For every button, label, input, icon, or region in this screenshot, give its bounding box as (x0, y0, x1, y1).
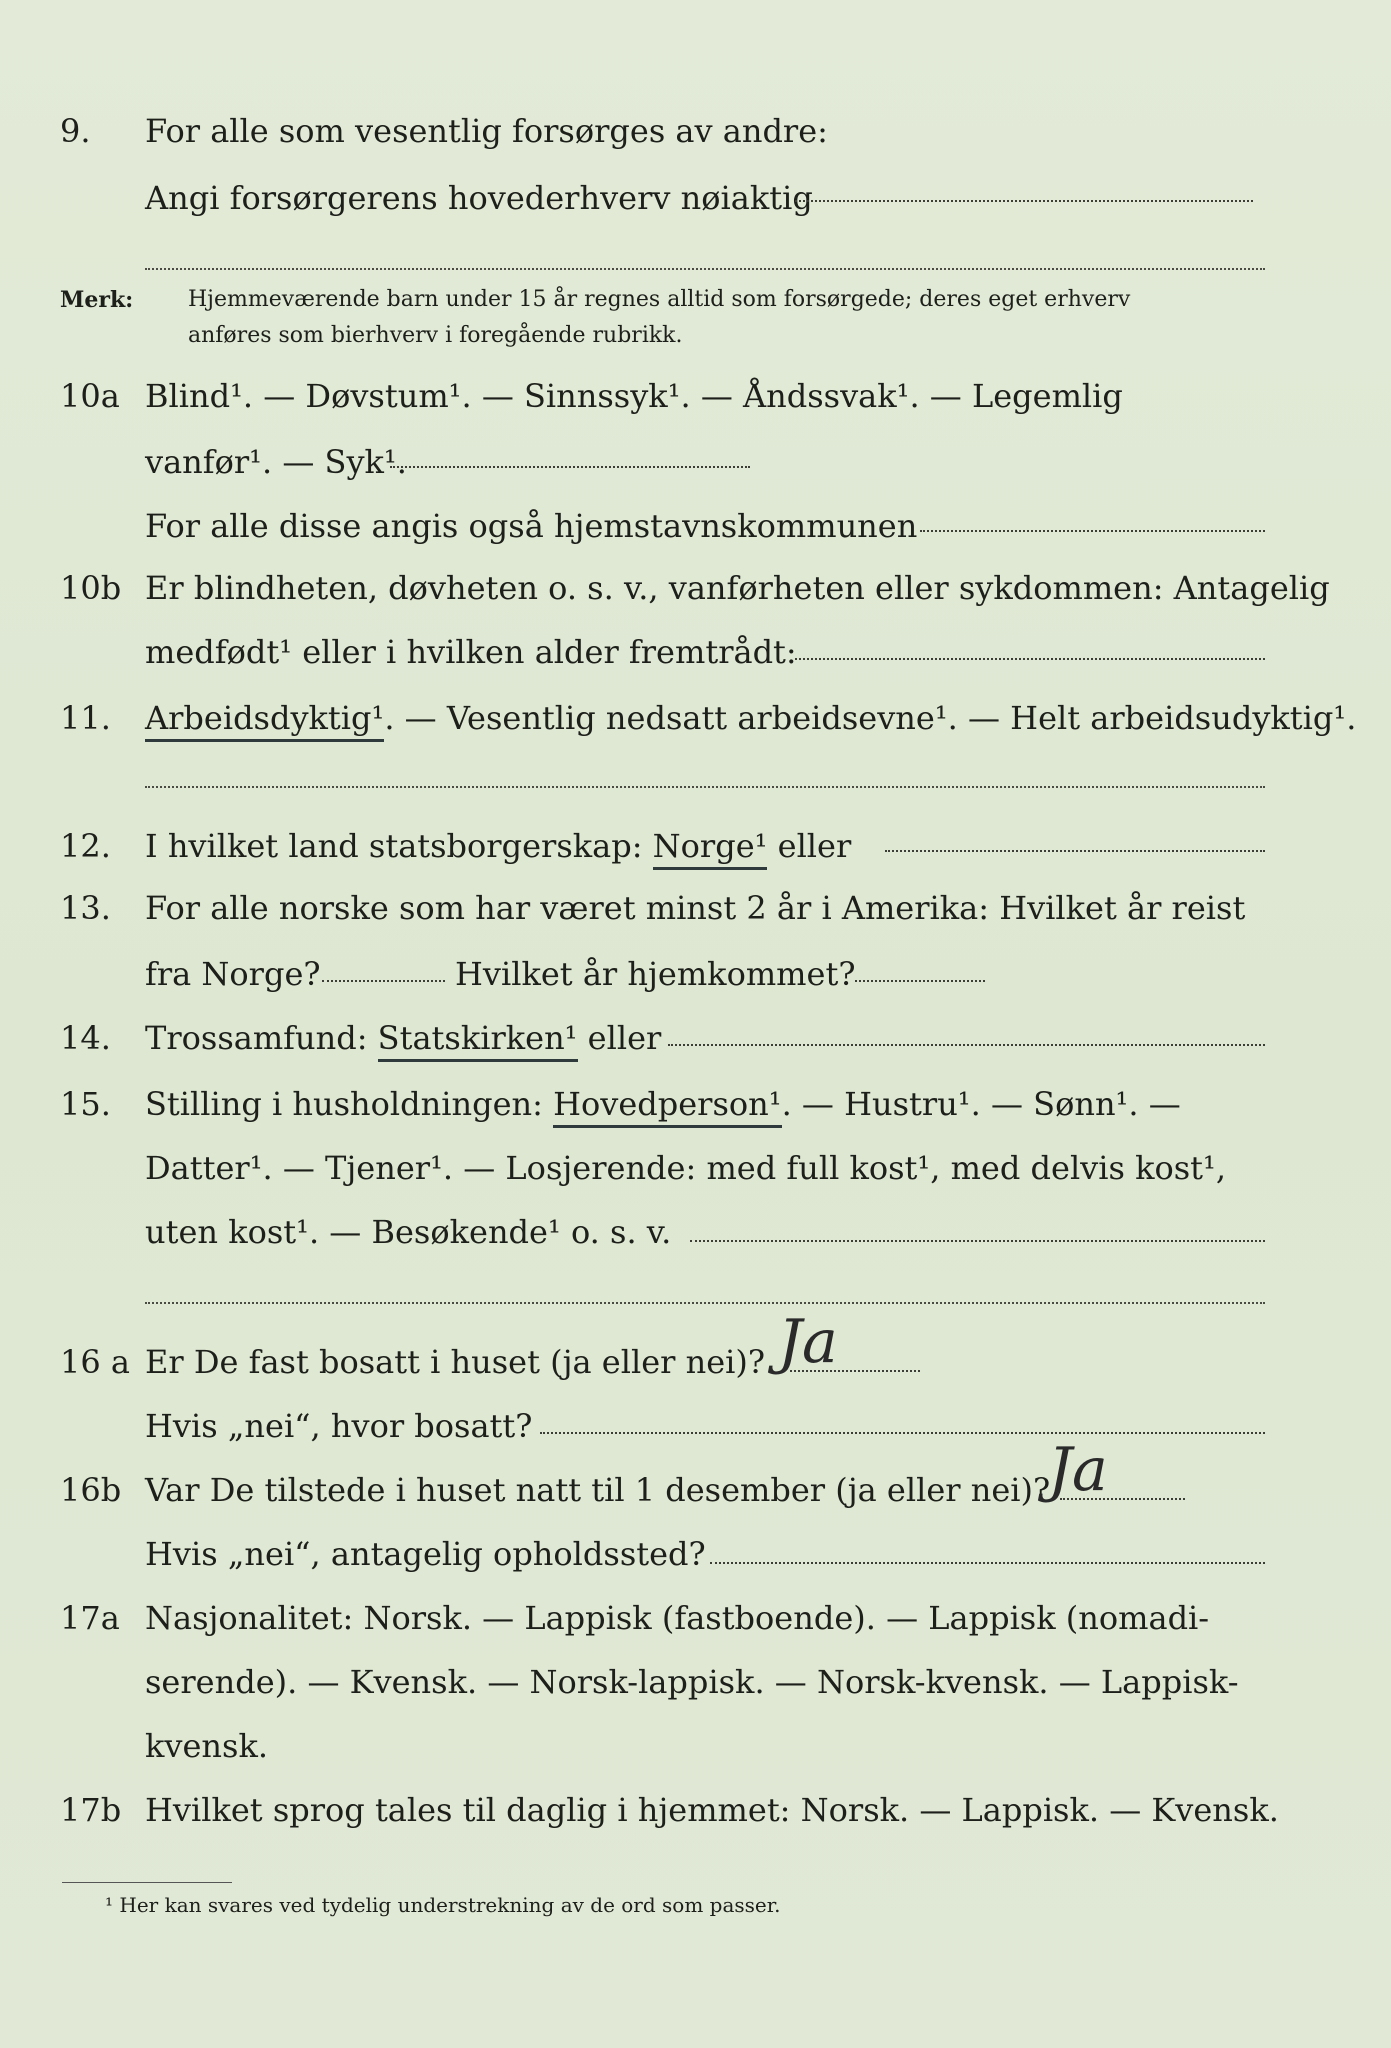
q17a-number: 17a (60, 1599, 120, 1637)
q10b-text: Er blindheten, døvheten o. s. v., vanførheten eller sykdommen: Antagelig (145, 569, 1330, 607)
q15-line3 (0, 1206, 1391, 1258)
q16a-line2 (0, 1400, 1391, 1452)
q10b-text-2: medfødt¹ eller i hvilken alder fremtrådt: (145, 633, 797, 671)
q17a-line2 (0, 1656, 1391, 1708)
q10a-number: 10a (60, 377, 120, 415)
q16a-line1 (0, 1336, 1391, 1388)
q12-country-blank (885, 850, 1265, 852)
q16a-number: 16 a (60, 1343, 130, 1381)
q15-text-2: Datter¹. — Tjener¹. — Losjerende: med full kost¹, med delvis kost¹, (145, 1149, 1227, 1187)
footnote-mark: ¹ (105, 1893, 114, 1917)
q16b-line1 (0, 1464, 1391, 1516)
q15-selected-option: Hovedperson¹ (553, 1085, 782, 1128)
q13-number: 13. (60, 889, 111, 927)
q16b-number: 16b (60, 1471, 122, 1509)
q10a-line1 (0, 370, 1391, 422)
q15-pre: Stilling i husholdningen: (145, 1085, 543, 1123)
q13-left-question: fra Norge? (145, 955, 321, 993)
q12-text (145, 820, 851, 872)
q12-pre: I hvilket land statsborgerskap: (145, 827, 643, 865)
q10a-line2 (0, 436, 1391, 488)
q17b-text: Hvilket sprog tales til daglig i hjemmet: Norsk. — Lappisk. — Kvensk. (145, 1791, 1279, 1829)
q10b-age-blank (795, 658, 1265, 660)
q13-right-question: Hvilket år hjemkommet? (455, 955, 856, 993)
q15-line1 (0, 1078, 1391, 1130)
merk-text-1: Hjemmeværende barn under 15 år regnes alltid som forsørgede; deres eget erhverv (188, 287, 1131, 312)
q9-number: 9. (60, 112, 91, 150)
q16b-line2 (0, 1528, 1391, 1580)
merk-text-2: anføres som bierhverv i foregående rubrikk. (188, 323, 683, 348)
q14-selected-option: Statskirken¹ (378, 1019, 578, 1062)
q13-year-returned-blank (855, 980, 985, 982)
q10a-text: Blind¹. — Døvstum¹. — Sinnssyk¹. — Åndssvak¹. — Legemlig (145, 377, 1123, 415)
q17a-line1 (0, 1592, 1391, 1644)
q14-number: 14. (60, 1019, 111, 1057)
q9-separator (145, 268, 1265, 270)
q17a-text-3: kvensk. (145, 1727, 268, 1765)
q11-number: 11. (60, 699, 111, 737)
q17a-text: Nasjonalitet: Norsk. — Lappisk (fastboende). — Lappisk (nomadi- (145, 1599, 1210, 1637)
q15-text-3: uten kost¹. — Besøkende¹ o. s. v. (145, 1213, 672, 1251)
q10a-line3 (0, 500, 1391, 552)
q17b-number: 17b (60, 1791, 122, 1829)
q15-line2 (0, 1142, 1391, 1194)
q10a-text-3: For alle disse angis også hjemstavnskommunen (145, 507, 918, 545)
q11-separator (145, 786, 1265, 788)
q10b-line2 (0, 626, 1391, 678)
q12-line (0, 820, 1391, 872)
footnote-text: Her kan svares ved tydelig understrekning av de ord som passer. (119, 1893, 781, 1917)
q16a-text: Er De fast bosatt i huset (ja eller nei)? (145, 1343, 766, 1381)
q15-post: . — Hustru¹. — Sønn¹. — (781, 1085, 1181, 1123)
q17b-line1 (0, 1784, 1391, 1836)
q17a-text-2: serende). — Kvensk. — Norsk-lappisk. — Norsk-kvensk. — Lappisk- (145, 1663, 1239, 1701)
q16b-text: Var De tilstede i huset natt til 1 desember (ja eller nei)? (145, 1471, 1051, 1509)
footnote (105, 1890, 780, 1920)
q15-separator (145, 1302, 1265, 1304)
q9-text-2: Angi forsørgerens hovederhverv nøiaktig (145, 179, 813, 217)
q14-post: eller (587, 1019, 662, 1057)
q17a-line3 (0, 1720, 1391, 1772)
q13-line2 (0, 948, 1391, 1000)
q12-post: eller (777, 827, 852, 865)
q13-year-left-blank (322, 980, 445, 982)
q10a-municipality-blank (920, 530, 1265, 532)
q14-faith-blank (668, 1044, 1265, 1046)
footnote-rule (62, 1882, 232, 1883)
q9-text: For alle som vesentlig forsørges av andre: (145, 112, 828, 150)
q16a-answer-blank (790, 1370, 920, 1372)
q16b-answer-blank (1060, 1498, 1185, 1500)
q12-number: 12. (60, 827, 111, 865)
q16b-text-2: Hvis „nei“, antagelig opholdssted? (145, 1535, 706, 1573)
q11-rest: . — Vesentlig nedsatt arbeidsevne¹. — Helt arbeidsudyktig¹. (384, 699, 1357, 737)
q14-text (145, 1012, 661, 1064)
q12-selected-option: Norge¹ (653, 827, 768, 870)
q13-text: For alle norske som har været minst 2 år i Amerika: Hvilket år reist (145, 889, 1246, 927)
q13-line1 (0, 882, 1391, 934)
q16b-handwritten-answer: Ja (1048, 1435, 1108, 1505)
q16a-handwritten-answer: Ja (778, 1307, 838, 1377)
q9-answer-blank (795, 200, 1253, 202)
q16b-whereabouts-blank (710, 1562, 1265, 1564)
q14-line (0, 1012, 1391, 1064)
q9-line1 (0, 105, 1391, 157)
q11-line (0, 692, 1391, 744)
q10a-sick-blank (390, 466, 750, 468)
q16a-residence-blank (540, 1432, 1265, 1434)
q10b-line1 (0, 562, 1391, 614)
q11-selected-option: Arbeidsdyktig¹ (145, 699, 384, 742)
q15-number: 15. (60, 1085, 111, 1123)
q16a-text-2: Hvis „nei“, hvor bosatt? (145, 1407, 533, 1445)
q14-pre: Trossamfund: (145, 1019, 368, 1057)
q15-text (145, 1078, 1181, 1130)
q9-line2 (0, 172, 1391, 224)
q11-text (145, 692, 1356, 744)
q10a-text-2: vanfør¹. — Syk¹. (145, 443, 407, 481)
merk-label: Merk: (60, 287, 134, 313)
q10b-number: 10b (60, 569, 122, 607)
q15-other-blank (690, 1240, 1265, 1242)
